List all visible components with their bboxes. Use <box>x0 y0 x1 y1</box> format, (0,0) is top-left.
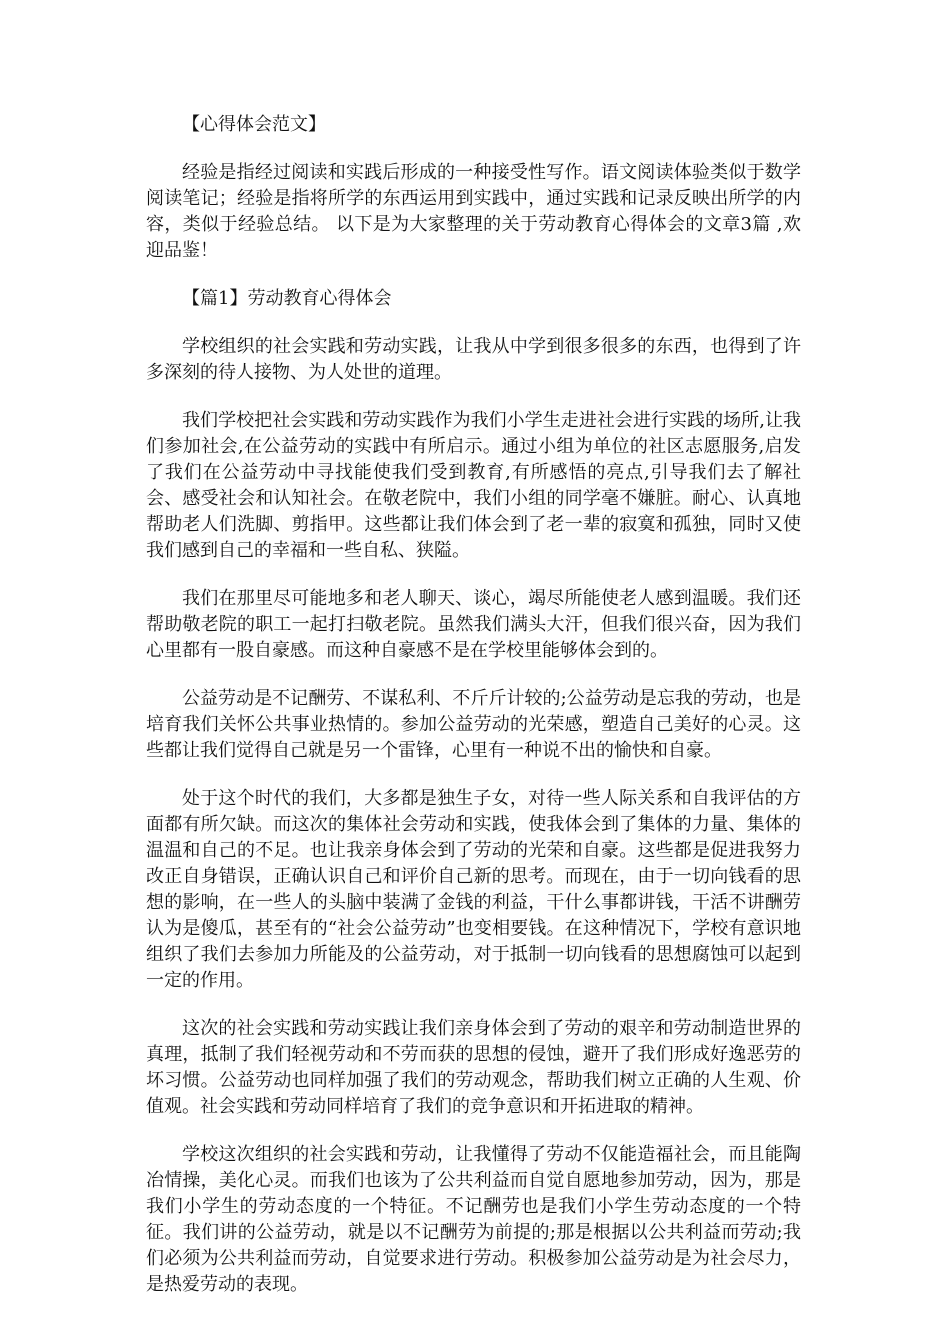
body-paragraph: 学校这次组织的社会实践和劳动，让我懂得了劳动不仅能造福社会，而且能陶冶情操，美化心灵。而我们也该为了公共利益而自觉自愿地参加劳动，因为，那是我们小学生的劳动态度的一个特征。不记酬劳也是我们小学生劳动态度的一个特征。我们讲的公益劳动，就是以不记酬劳为前提的;那是根据以公共利益而劳动;我们必须为公共利益而劳动，自觉要求进行劳动。积极参加公益劳动是为社会尽力，是热爱劳动的表现。 <box>146 1144 801 1295</box>
body-paragraph: 公益劳动是不记酬劳、不谋私利、不斤斤计较的;公益劳动是忘我的劳动，也是培育我们关怀公共事业热情的。参加公益劳动的光荣感，塑造自己美好的心灵。这些都让我们觉得自己就是另一个雷锋，心里有一种说不出的愉快和自豪。 <box>146 688 801 761</box>
body-paragraph: 我们学校把社会实践和劳动实践作为我们小学生走进社会进行实践的场所,让我们参加社会,在公益劳动的实践中有所启示。通过小组为单位的社区志愿服务,启发了我们在公益劳动中寻找能使我们受到教育,有所感悟的亮点,引导我们去了解社会、感受社会和认知社会。在敬老院中，我们小组的同学毫不嫌脏。耐心、认真地帮助老人们洗脚、剪指甲。这些都让我们体会到了老一辈的寂寞和孤独，同时又使我们感到自己的幸福和一些自私、狭隘。 <box>146 410 801 561</box>
body-paragraph: 这次的社会实践和劳动实践让我们亲身体会到了劳动的艰辛和劳动制造世界的真理，抵制了我们轻视劳动和不劳而获的思想的侵蚀，避开了我们形成好逸恶劳的坏习惯。公益劳动也同样加强了我们的劳动观念，帮助我们树立正确的人生观、价值观。社会实践和劳动同样培育了我们的竞争意识和开拓进取的精神。 <box>146 1018 801 1117</box>
section-title: 【篇1】劳动教育心得体会 <box>182 288 392 309</box>
body-paragraph: 我们在那里尽可能地多和老人聊天、谈心，竭尽所能使老人感到温暖。我们还帮助敬老院的职工一起打扫敬老院。虽然我们满头大汗，但我们很兴奋，因为我们心里都有一股自豪感。而这种自豪感不是在学校里能够体会到的。 <box>146 588 801 661</box>
body-paragraph: 学校组织的社会实践和劳动实践，让我从中学到很多很多的东西，也得到了许多深刻的待人接物、为人处世的道理。 <box>146 336 801 383</box>
body-paragraph: 处于这个时代的我们，大多都是独生子女，对待一些人际关系和自我评估的方面都有所欠缺。而这次的集体社会劳动和实践，使我体会到了集体的力量、集体的温温和自己的不足。也让我亲身体会到了劳动的光荣和自豪。这些都是促进我努力改正自身错误，正确认识自己和评价自己新的思考。而现在，由于一切向钱看的思想的影响，在一些人的头脑中装满了金钱的利益，干什么事都讲钱，干活不讲酬劳认为是傻瓜，甚至有的“社会公益劳动”也变相要钱。在这种情况下，学校有意识地组织了我们去参加力所能及的公益劳动，对于抵制一切向钱看的思想腐蚀可以起到一定的作用。 <box>146 788 801 991</box>
intro-paragraph: 经验是指经过阅读和实践后形成的一种接受性写作。语文阅读体验类似于数学阅读笔记；经验是指将所学的东西运用到实践中，通过实践和记录反映出所学的内容，类似于经验总结。 以下是为大家整理的关于劳动教育心得体会的文章3篇 ,欢迎品鉴！ <box>146 162 801 261</box>
document-page <box>146 112 801 1320</box>
document-title: 【心得体会范文】 <box>182 114 326 135</box>
